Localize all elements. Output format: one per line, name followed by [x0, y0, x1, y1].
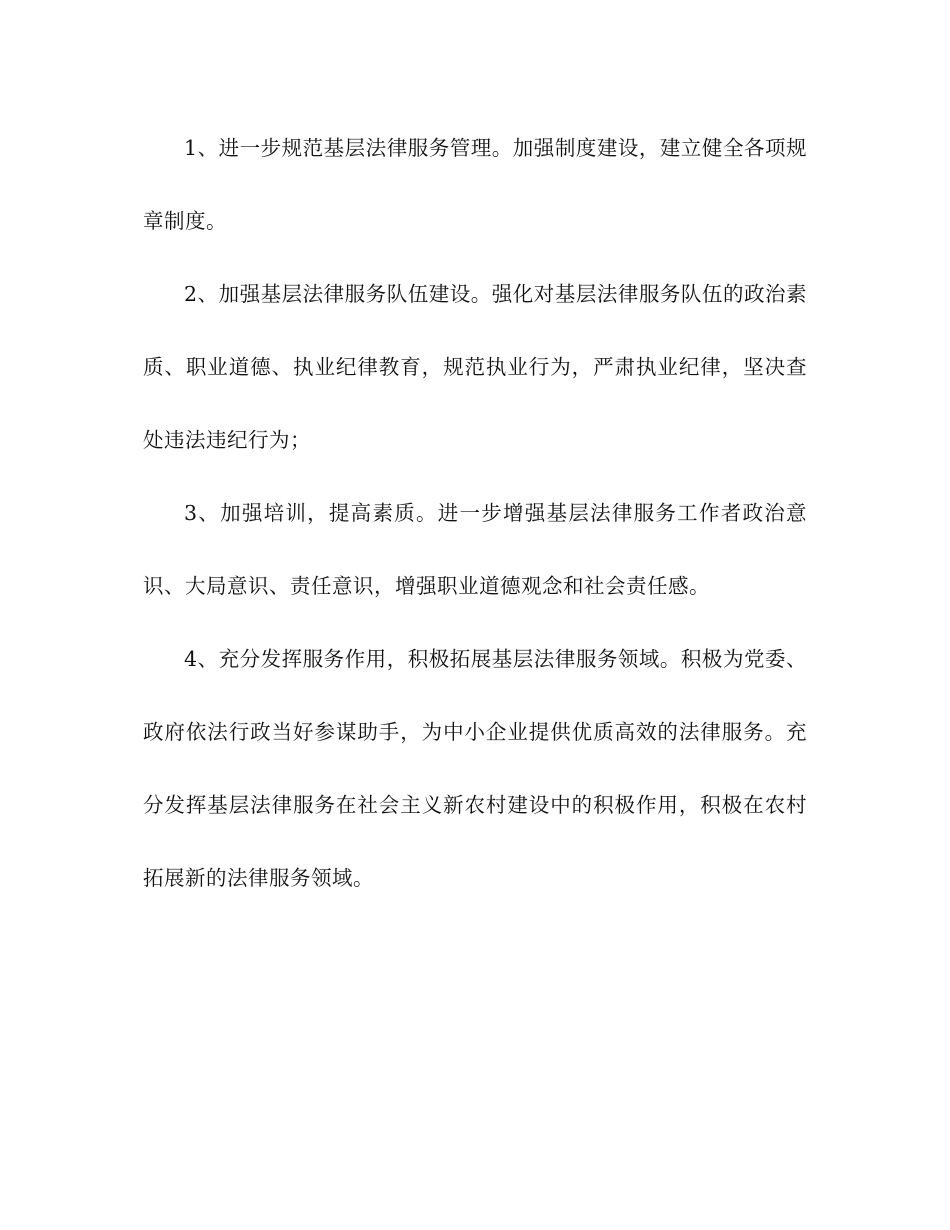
paragraph-4: 4、充分发挥服务作用，积极拓展基层法律服务领域。积极为党委、政府依法行政当好参谋助手，为中小企业提供优质高效的法律服务。充分发挥基层法律服务在社会主义新农村建设中的积极作用，积极在农村拓展新的法律服务领域。 [143, 647, 807, 890]
paragraph-2: 2、加强基层法律服务队伍建设。强化对基层法律服务队伍的政治素质、职业道德、执业纪律教育，规范执业行为，严肃执业纪律，坚决查处违法违纪行为； [143, 282, 807, 452]
document-body [143, 112, 807, 915]
paragraph-3: 3、加强培训，提高素质。进一步增强基层法律服务工作者政治意识、大局意识、责任意识，增强职业道德观念和社会责任感。 [143, 501, 807, 598]
paragraph-1: 1、进一步规范基层法律服务管理。加强制度建设，建立健全各项规章制度。 [143, 136, 807, 233]
